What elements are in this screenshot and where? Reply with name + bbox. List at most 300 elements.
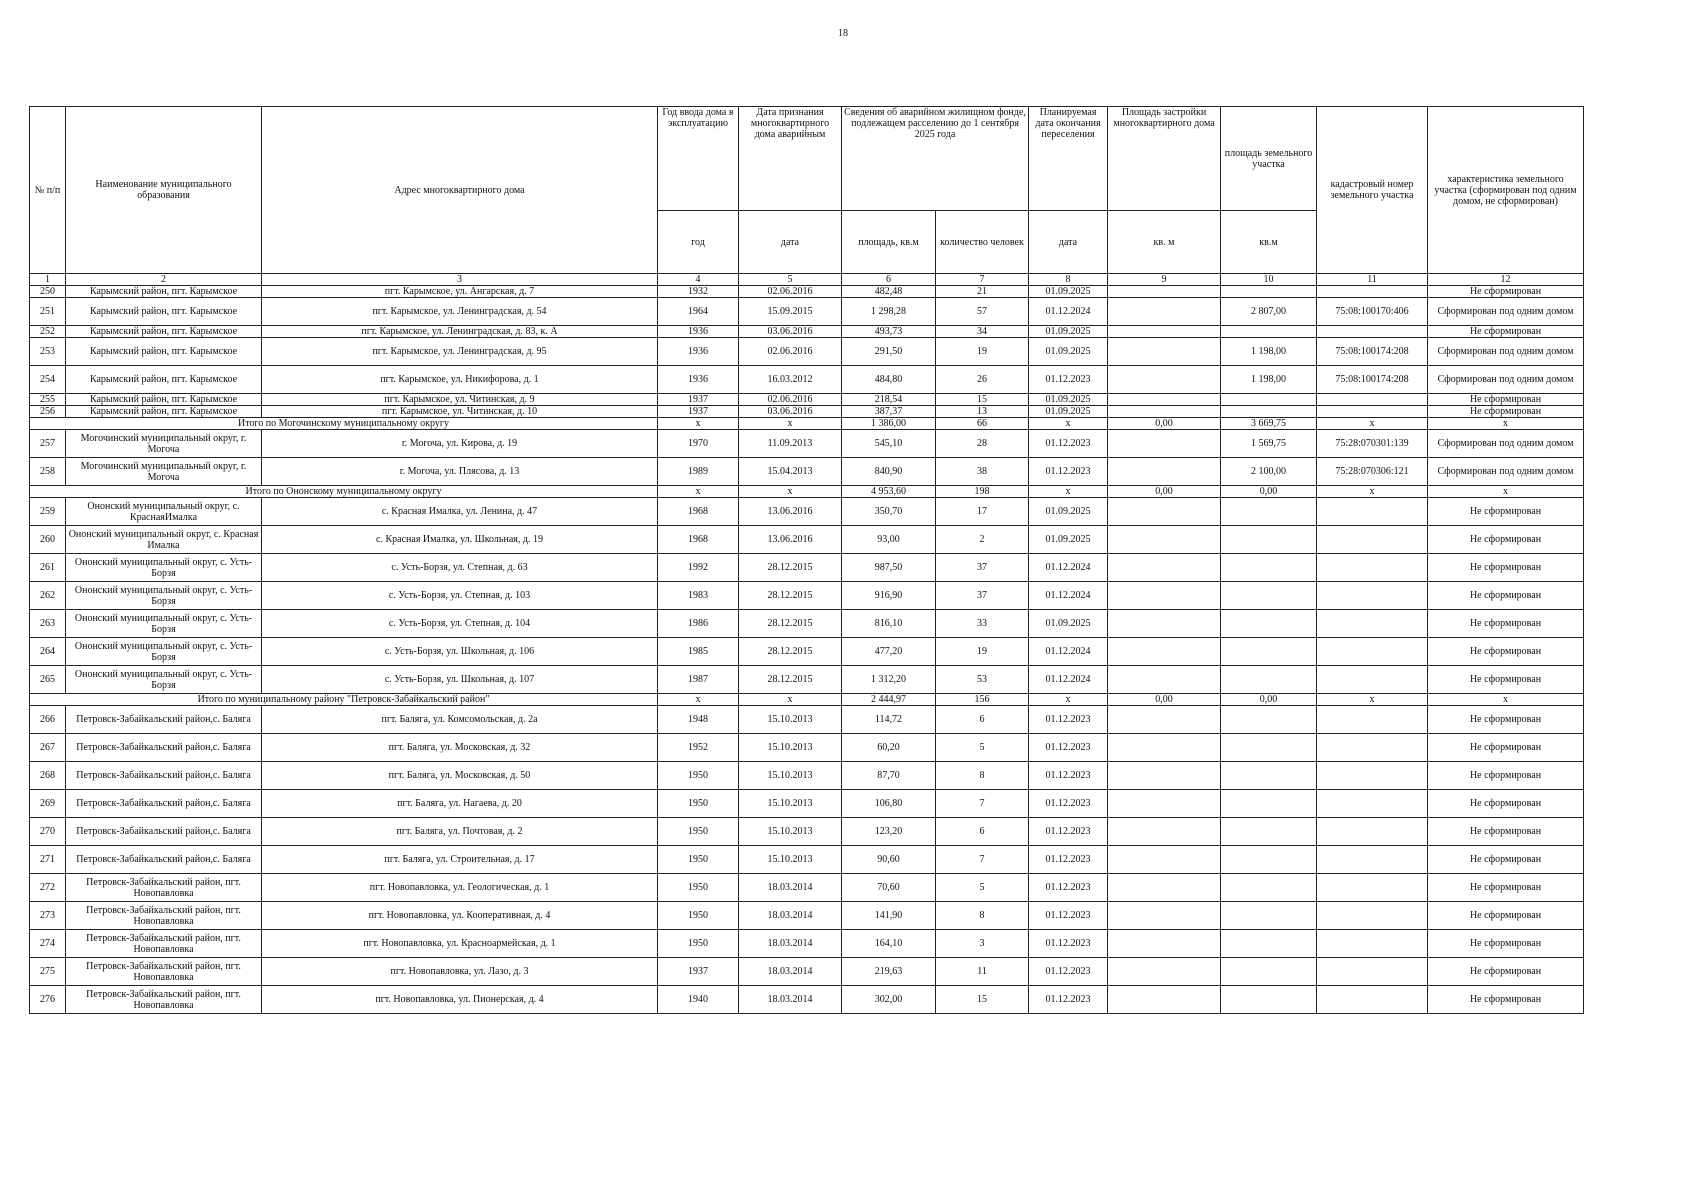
cell-area: 482,48	[842, 286, 936, 298]
cell-land-area	[1221, 498, 1317, 526]
cell-year: 1970	[658, 430, 739, 458]
cell-land-area	[1221, 554, 1317, 582]
cell-people: 26	[936, 366, 1029, 394]
cell-cadastral	[1317, 762, 1428, 790]
cell-land-area: 2 807,00	[1221, 298, 1317, 326]
table-row	[30, 498, 1584, 526]
cell-building-area	[1108, 326, 1221, 338]
cell-land-area	[1221, 874, 1317, 902]
table-row	[30, 526, 1584, 554]
table-row	[30, 734, 1584, 762]
header-num: № п/п	[30, 107, 66, 274]
cell-num: 255	[30, 394, 66, 406]
cell-address: пгт. Новопавловка, ул. Пионерская, д. 4	[262, 986, 658, 1014]
cell-plan-date: 01.12.2023	[1029, 790, 1108, 818]
cell-plan-date: 01.12.2023	[1029, 458, 1108, 486]
cell-municipality: Карымский район, пгт. Карымское	[66, 406, 262, 418]
cell-plan-date: 01.12.2023	[1029, 762, 1108, 790]
cell-year: 1983	[658, 582, 739, 610]
cell-land-char: x	[1428, 694, 1584, 706]
cell-land-char: Сформирован под одним домом	[1428, 430, 1584, 458]
cell-land-area: 0,00	[1221, 694, 1317, 706]
cell-people: 5	[936, 734, 1029, 762]
cell-date: 18.03.2014	[739, 958, 842, 986]
cell-cadastral: 75:08:100170:406	[1317, 298, 1428, 326]
header-year-built: Год ввода дома в эксплуатацию	[658, 107, 739, 211]
cell-building-area: 0,00	[1108, 418, 1221, 430]
header-land-area: площадь земельного участка	[1221, 107, 1317, 211]
cell-land-char: Не сформирован	[1428, 498, 1584, 526]
cell-municipality: Петровск-Забайкальский район, пгт. Новопавловка	[66, 986, 262, 1014]
cell-area: 70,60	[842, 874, 936, 902]
cell-date: 02.06.2016	[739, 394, 842, 406]
cell-building-area	[1108, 554, 1221, 582]
cell-plan-date: 01.09.2025	[1029, 498, 1108, 526]
cell-date: x	[739, 418, 842, 430]
cell-date: 15.10.2013	[739, 734, 842, 762]
cell-municipality: Карымский район, пгт. Карымское	[66, 366, 262, 394]
cell-land-area: 0,00	[1221, 486, 1317, 498]
header-municipality: Наименование муниципального образования	[66, 107, 262, 274]
cell-num: 260	[30, 526, 66, 554]
cell-num: 266	[30, 706, 66, 734]
cell-land-char: Сформирован под одним домом	[1428, 298, 1584, 326]
cell-num: 264	[30, 638, 66, 666]
table-row	[30, 298, 1584, 326]
cell-plan-date: 01.12.2024	[1029, 638, 1108, 666]
table-row	[30, 286, 1584, 298]
cell-plan-date: 01.12.2023	[1029, 986, 1108, 1014]
cell-land-area	[1221, 638, 1317, 666]
cell-people: 19	[936, 638, 1029, 666]
column-number: 12	[1428, 274, 1584, 286]
cell-land-area	[1221, 818, 1317, 846]
cell-address: пгт. Балягa, ул. Московская, д. 50	[262, 762, 658, 790]
cell-land-char: Не сформирован	[1428, 554, 1584, 582]
cell-num: 271	[30, 846, 66, 874]
cell-people: 17	[936, 498, 1029, 526]
cell-municipality: Петровск-Забайкальский район, пгт. Новопавловка	[66, 930, 262, 958]
cell-year: 1936	[658, 366, 739, 394]
table-row	[30, 790, 1584, 818]
cell-cadastral: x	[1317, 418, 1428, 430]
cell-year: 1937	[658, 958, 739, 986]
cell-area: 106,80	[842, 790, 936, 818]
cell-year: 1937	[658, 406, 739, 418]
table-row	[30, 610, 1584, 638]
cell-num: 256	[30, 406, 66, 418]
cell-cadastral	[1317, 846, 1428, 874]
cell-people: 37	[936, 582, 1029, 610]
cell-people: 7	[936, 790, 1029, 818]
total-label: Итого по Могочинскому муниципальному округу	[30, 418, 658, 430]
cell-building-area	[1108, 930, 1221, 958]
cell-num: 273	[30, 902, 66, 930]
cell-date: 15.10.2013	[739, 818, 842, 846]
cell-area: 840,90	[842, 458, 936, 486]
cell-cadastral	[1317, 610, 1428, 638]
cell-area: 93,00	[842, 526, 936, 554]
table-row	[30, 638, 1584, 666]
cell-plan-date: 01.12.2023	[1029, 958, 1108, 986]
cell-plan-date: x	[1029, 694, 1108, 706]
cell-land-area	[1221, 762, 1317, 790]
cell-plan-date: 01.12.2023	[1029, 930, 1108, 958]
column-number: 3	[262, 274, 658, 286]
cell-people: 34	[936, 326, 1029, 338]
cell-people: 5	[936, 874, 1029, 902]
subheader-plan-date: дата	[1029, 211, 1108, 274]
cell-land-char: Не сформирован	[1428, 846, 1584, 874]
cell-cadastral	[1317, 498, 1428, 526]
cell-date: 03.06.2016	[739, 326, 842, 338]
cell-land-area	[1221, 846, 1317, 874]
cell-plan-date: 01.12.2023	[1029, 846, 1108, 874]
cell-address: с. Красная Ималка, ул. Школьная, д. 19	[262, 526, 658, 554]
column-number: 7	[936, 274, 1029, 286]
cell-land-char: Не сформирован	[1428, 406, 1584, 418]
cell-people: 38	[936, 458, 1029, 486]
cell-address: пгт. Балягa, ул. Нагаева, д. 20	[262, 790, 658, 818]
cell-cadastral	[1317, 394, 1428, 406]
header-land-char: характеристика земельного участка (сформирован под одним домом, не сформирован)	[1428, 107, 1584, 274]
cell-area: 484,80	[842, 366, 936, 394]
cell-year: 1950	[658, 874, 739, 902]
table-row	[30, 930, 1584, 958]
column-number: 11	[1317, 274, 1428, 286]
cell-municipality: Петровск-Забайкальский район, пгт. Новопавловка	[66, 902, 262, 930]
cell-address: пгт. Карымское, ул. Ленинградская, д. 83, к. А	[262, 326, 658, 338]
cell-land-char: Не сформирован	[1428, 930, 1584, 958]
cell-land-char: Не сформирован	[1428, 734, 1584, 762]
cell-cadastral: 75:28:070301:139	[1317, 430, 1428, 458]
cell-land-area	[1221, 610, 1317, 638]
cell-year: 1952	[658, 734, 739, 762]
cell-land-char: Не сформирован	[1428, 874, 1584, 902]
cell-date: 15.09.2015	[739, 298, 842, 326]
column-number: 4	[658, 274, 739, 286]
cell-land-char: Не сформирован	[1428, 526, 1584, 554]
cell-cadastral	[1317, 286, 1428, 298]
cell-cadastral	[1317, 874, 1428, 902]
cell-people: 7	[936, 846, 1029, 874]
cell-area: 164,10	[842, 930, 936, 958]
cell-municipality: Петровск-Забайкальский район,с. Балягa	[66, 734, 262, 762]
cell-date: 03.06.2016	[739, 406, 842, 418]
cell-land-char: Не сформирован	[1428, 818, 1584, 846]
cell-cadastral	[1317, 902, 1428, 930]
cell-num: 257	[30, 430, 66, 458]
cell-address: пгт. Карымское, ул. Читинская, д. 10	[262, 406, 658, 418]
cell-year: 1932	[658, 286, 739, 298]
cell-building-area	[1108, 666, 1221, 694]
cell-land-area	[1221, 986, 1317, 1014]
cell-num: 259	[30, 498, 66, 526]
cell-people: 8	[936, 762, 1029, 790]
cell-building-area	[1108, 706, 1221, 734]
cell-building-area	[1108, 286, 1221, 298]
cell-land-char: Сформирован под одним домом	[1428, 338, 1584, 366]
cell-plan-date: 01.09.2025	[1029, 406, 1108, 418]
cell-area: 90,60	[842, 846, 936, 874]
cell-building-area: 0,00	[1108, 694, 1221, 706]
table-row	[30, 706, 1584, 734]
cell-date: 18.03.2014	[739, 930, 842, 958]
cell-address: с. Усть-Борзя, ул. Степная, д. 63	[262, 554, 658, 582]
cell-people: 28	[936, 430, 1029, 458]
cell-num: 268	[30, 762, 66, 790]
total-label: Итого по муниципальному району "Петровск-Забайкальский район"	[30, 694, 658, 706]
column-number: 2	[66, 274, 262, 286]
cell-municipality: Ононский муниципальный округ, с. Усть-Борзя	[66, 582, 262, 610]
cell-building-area	[1108, 958, 1221, 986]
header-planned-date: Планируемая дата окончания переселения	[1029, 107, 1108, 211]
cell-area: 1 386,00	[842, 418, 936, 430]
cell-people: 53	[936, 666, 1029, 694]
cell-date: 15.04.2013	[739, 458, 842, 486]
cell-address: пгт. Карымское, ул. Никифорова, д. 1	[262, 366, 658, 394]
cell-land-char: Не сформирован	[1428, 958, 1584, 986]
subheader-kvm2: кв.м	[1221, 211, 1317, 274]
cell-area: 60,20	[842, 734, 936, 762]
cell-plan-date: 01.09.2025	[1029, 394, 1108, 406]
cell-plan-date: 01.09.2025	[1029, 526, 1108, 554]
cell-date: 28.12.2015	[739, 582, 842, 610]
cell-year: x	[658, 486, 739, 498]
cell-address: пгт. Новопавловка, ул. Лазо, д. 3	[262, 958, 658, 986]
cell-year: x	[658, 694, 739, 706]
cell-land-char: Не сформирован	[1428, 902, 1584, 930]
cell-land-char: Не сформирован	[1428, 582, 1584, 610]
cell-date: 28.12.2015	[739, 638, 842, 666]
cell-building-area	[1108, 734, 1221, 762]
cell-municipality: Карымский район, пгт. Карымское	[66, 394, 262, 406]
housing-table	[29, 106, 1584, 1014]
cell-land-area: 2 100,00	[1221, 458, 1317, 486]
cell-land-char: Не сформирован	[1428, 762, 1584, 790]
cell-area: 291,50	[842, 338, 936, 366]
cell-cadastral: x	[1317, 486, 1428, 498]
cell-address: г. Могоча, ул. Плясова, д. 13	[262, 458, 658, 486]
column-number: 5	[739, 274, 842, 286]
total-row	[30, 486, 1584, 498]
cell-num: 272	[30, 874, 66, 902]
subheader-area: площадь, кв.м	[842, 211, 936, 274]
cell-address: пгт. Новопавловка, ул. Кооперативная, д. 4	[262, 902, 658, 930]
column-number: 9	[1108, 274, 1221, 286]
cell-land-char: Не сформирован	[1428, 666, 1584, 694]
cell-area: 350,70	[842, 498, 936, 526]
cell-area: 218,54	[842, 394, 936, 406]
cell-num: 269	[30, 790, 66, 818]
cell-area: 477,20	[842, 638, 936, 666]
cell-date: 15.10.2013	[739, 790, 842, 818]
cell-cadastral	[1317, 406, 1428, 418]
cell-date: x	[739, 694, 842, 706]
table-row	[30, 554, 1584, 582]
cell-date: 15.10.2013	[739, 846, 842, 874]
cell-date: 15.10.2013	[739, 762, 842, 790]
cell-land-area	[1221, 902, 1317, 930]
cell-cadastral	[1317, 986, 1428, 1014]
cell-date: 18.03.2014	[739, 902, 842, 930]
cell-date: 18.03.2014	[739, 874, 842, 902]
table-row	[30, 458, 1584, 486]
cell-building-area	[1108, 582, 1221, 610]
cell-year: 1987	[658, 666, 739, 694]
cell-plan-date: 01.12.2023	[1029, 430, 1108, 458]
column-number: 8	[1029, 274, 1108, 286]
cell-land-area	[1221, 526, 1317, 554]
cell-plan-date: 01.12.2023	[1029, 734, 1108, 762]
cell-building-area	[1108, 610, 1221, 638]
cell-land-char: Сформирован под одним домом	[1428, 458, 1584, 486]
subheader-kvm: кв. м	[1108, 211, 1221, 274]
column-number: 6	[842, 274, 936, 286]
cell-num: 250	[30, 286, 66, 298]
cell-building-area	[1108, 338, 1221, 366]
cell-area: 87,70	[842, 762, 936, 790]
cell-area: 916,90	[842, 582, 936, 610]
cell-plan-date: 01.12.2023	[1029, 902, 1108, 930]
cell-area: 387,37	[842, 406, 936, 418]
cell-num: 262	[30, 582, 66, 610]
page-number: 18	[838, 28, 848, 39]
cell-year: 1950	[658, 930, 739, 958]
table-row	[30, 430, 1584, 458]
cell-date: 13.06.2016	[739, 498, 842, 526]
cell-land-area: 1 198,00	[1221, 338, 1317, 366]
cell-people: 57	[936, 298, 1029, 326]
header-address: Адрес многоквартирного дома	[262, 107, 658, 274]
cell-num: 270	[30, 818, 66, 846]
cell-date: 11.09.2013	[739, 430, 842, 458]
cell-area: 141,90	[842, 902, 936, 930]
table-row	[30, 874, 1584, 902]
cell-year: 1937	[658, 394, 739, 406]
cell-address: с. Усть-Борзя, ул. Школьная, д. 106	[262, 638, 658, 666]
cell-plan-date: 01.12.2024	[1029, 298, 1108, 326]
cell-land-area	[1221, 734, 1317, 762]
cell-date: 28.12.2015	[739, 666, 842, 694]
cell-land-char: Не сформирован	[1428, 610, 1584, 638]
cell-num: 253	[30, 338, 66, 366]
cell-building-area	[1108, 818, 1221, 846]
header-emergency-info: Сведения об аварийном жилищном фонде, подлежащем расселению до 1 сентября 2025 года	[842, 107, 1029, 211]
cell-land-char: Сформирован под одним домом	[1428, 366, 1584, 394]
cell-building-area: 0,00	[1108, 486, 1221, 498]
cell-num: 254	[30, 366, 66, 394]
cell-cadastral	[1317, 790, 1428, 818]
table-row	[30, 818, 1584, 846]
cell-year: x	[658, 418, 739, 430]
cell-address: г. Могоча, ул. Кирова, д. 19	[262, 430, 658, 458]
cell-people: 66	[936, 418, 1029, 430]
cell-plan-date: 01.12.2024	[1029, 554, 1108, 582]
cell-building-area	[1108, 846, 1221, 874]
cell-cadastral	[1317, 326, 1428, 338]
table-row	[30, 394, 1584, 406]
cell-plan-date: 01.12.2023	[1029, 818, 1108, 846]
cell-date: 28.12.2015	[739, 554, 842, 582]
cell-building-area	[1108, 902, 1221, 930]
cell-municipality: Петровск-Забайкальский район, пгт. Новопавловка	[66, 958, 262, 986]
cell-people: 13	[936, 406, 1029, 418]
cell-land-char: Не сформирован	[1428, 638, 1584, 666]
cell-plan-date: 01.09.2025	[1029, 338, 1108, 366]
cell-land-char: Не сформирован	[1428, 286, 1584, 298]
cell-year: 1950	[658, 846, 739, 874]
cell-cadastral	[1317, 818, 1428, 846]
cell-land-area: 3 669,75	[1221, 418, 1317, 430]
cell-area: 219,63	[842, 958, 936, 986]
cell-plan-date: 01.12.2023	[1029, 706, 1108, 734]
total-row	[30, 694, 1584, 706]
cell-municipality: Петровск-Забайкальский район, пгт. Новопавловка	[66, 874, 262, 902]
header-building-area: Площадь застройки многоквартирного дома	[1108, 107, 1221, 211]
cell-date: 02.06.2016	[739, 338, 842, 366]
table-row	[30, 582, 1584, 610]
cell-land-char: Не сформирован	[1428, 706, 1584, 734]
cell-num: 265	[30, 666, 66, 694]
cell-municipality: Могочинский муниципальный округ, г. Могоча	[66, 458, 262, 486]
cell-address: с. Усть-Борзя, ул. Степная, д. 103	[262, 582, 658, 610]
table-header	[30, 107, 1584, 286]
total-row	[30, 418, 1584, 430]
cell-address: пгт. Новопавловка, ул. Геологическая, д. 1	[262, 874, 658, 902]
cell-people: 8	[936, 902, 1029, 930]
cell-building-area	[1108, 790, 1221, 818]
cell-date: 02.06.2016	[739, 286, 842, 298]
cell-building-area	[1108, 298, 1221, 326]
cell-people: 15	[936, 394, 1029, 406]
cell-cadastral	[1317, 554, 1428, 582]
total-label: Итого по Ононскому муниципальному округу	[30, 486, 658, 498]
cell-year: 1948	[658, 706, 739, 734]
cell-land-char: Не сформирован	[1428, 790, 1584, 818]
cell-area: 1 298,28	[842, 298, 936, 326]
cell-year: 1940	[658, 986, 739, 1014]
cell-plan-date: 01.12.2023	[1029, 874, 1108, 902]
table-row	[30, 326, 1584, 338]
cell-date: 28.12.2015	[739, 610, 842, 638]
cell-building-area	[1108, 638, 1221, 666]
cell-land-char: Не сформирован	[1428, 394, 1584, 406]
cell-municipality: Могочинский муниципальный округ, г. Могоча	[66, 430, 262, 458]
cell-address: пгт. Балягa, ул. Строительная, д. 17	[262, 846, 658, 874]
cell-area: 493,73	[842, 326, 936, 338]
cell-date: 15.10.2013	[739, 706, 842, 734]
cell-plan-date: 01.12.2024	[1029, 666, 1108, 694]
cell-plan-date: 01.09.2025	[1029, 610, 1108, 638]
cell-area: 123,20	[842, 818, 936, 846]
header-date-emergency: Дата признания многоквартирного дома аварийным	[739, 107, 842, 211]
cell-area: 816,10	[842, 610, 936, 638]
cell-address: с. Усть-Борзя, ул. Степная, д. 104	[262, 610, 658, 638]
cell-building-area	[1108, 430, 1221, 458]
cell-date: 16.03.2012	[739, 366, 842, 394]
cell-area: 302,00	[842, 986, 936, 1014]
cell-cadastral	[1317, 638, 1428, 666]
cell-people: 2	[936, 526, 1029, 554]
cell-people: 33	[936, 610, 1029, 638]
cell-building-area	[1108, 874, 1221, 902]
cell-land-area	[1221, 930, 1317, 958]
subheader-year: год	[658, 211, 739, 274]
cell-people: 198	[936, 486, 1029, 498]
cell-num: 252	[30, 326, 66, 338]
cell-year: 1936	[658, 338, 739, 366]
